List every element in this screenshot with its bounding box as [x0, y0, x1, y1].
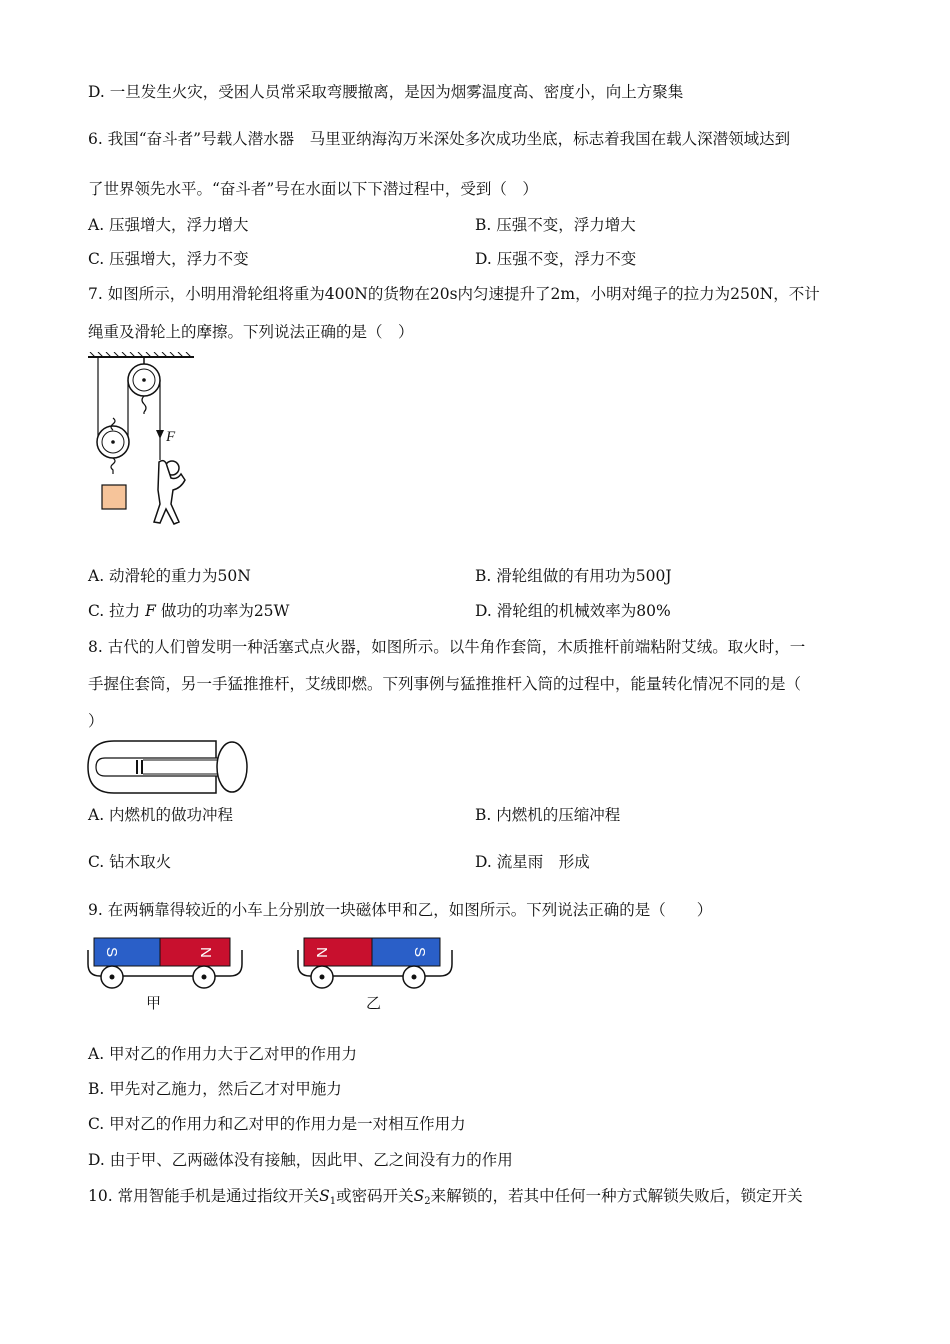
q8-option-a: A. 内燃机的做功冲程 — [88, 806, 234, 824]
q8-option-c: C. 钻木取火 — [88, 853, 172, 871]
q7-option-c: C. 拉力 F 做功的功率为25W — [88, 602, 290, 620]
q7-stem-line1: 7. 如图所示，小明用滑轮组将重为400N的货物在20s内匀速提升了2m，小明对绳子的拉力为250N，不计 — [88, 285, 820, 303]
q7-option-b: B. 滑轮组做的有用功为500J — [475, 567, 672, 585]
q6-option-b: B. 压强不变，浮力增大 — [475, 216, 636, 234]
q9-option-c: C. 甲对乙的作用力和乙对甲的作用力是一对相互作用力 — [88, 1115, 466, 1133]
cart-label-jia: 甲 — [146, 994, 162, 1012]
svg-text:N: N — [313, 947, 330, 958]
q8-option-b: B. 内燃机的压缩冲程 — [475, 806, 621, 824]
q9-stem: 9. 在两辆靠得较近的小车上分别放一块磁体甲和乙，如图所示。下列说法正确的是（ ） — [88, 901, 713, 919]
q8-stem-line3: ） — [88, 712, 104, 730]
cargo-box — [102, 485, 126, 509]
q6-stem-line2: 了世界领先水平。“奋斗者”号在水面以下下潜过程中，受到（ ） — [88, 180, 538, 198]
cart-yi — [298, 938, 452, 1012]
svg-text:S: S — [103, 947, 120, 958]
svg-text:N: N — [197, 947, 214, 958]
cart-label-yi: 乙 — [366, 994, 382, 1012]
q6-stem-line1: 6. 我国“奋斗者”号载人潜水器 马里亚纳海沟万米深处多次成功坐底，标志着我国在载人深潜领域达到 — [88, 130, 791, 148]
q6-option-a: A. 压强增大，浮力增大 — [88, 216, 249, 234]
q8-option-d: D. 流星雨 形成 — [475, 853, 590, 871]
q7-option-a: A. 动滑轮的重力为50N — [88, 567, 251, 585]
magnet-carts-figure — [86, 930, 466, 1015]
svg-text:S: S — [411, 947, 428, 958]
q9-option-d: D. 由于甲、乙两磁体没有接触，因此甲、乙之间没有力的作用 — [88, 1151, 513, 1169]
q8-stem-line1: 8. 古代的人们曾发明一种活塞式点火器，如图所示。以牛角作套筒，木质推杆前端粘附艾绒。取火时，一 — [88, 638, 806, 656]
fire-piston-figure — [86, 739, 251, 797]
magnet-jia-n — [160, 938, 230, 966]
cart-jia — [88, 938, 242, 1012]
pulley-figure — [86, 352, 201, 532]
q9-option-a: A. 甲对乙的作用力大于乙对甲的作用力 — [88, 1045, 358, 1063]
q10-stem-line1: 10. 常用智能手机是通过指纹开关$S_1$或密码开关$S_2$来解锁的，若其中任何一种方式解锁失败后，锁定开关 — [88, 1187, 803, 1207]
q7-stem-line2: 绳重及滑轮上的摩擦。下列说法正确的是（ ） — [88, 323, 414, 341]
q8-stem-line2: 手握住套筒，另一手猛推推杆，艾绒即燃。下列事例与猛推推杆入筒的过程中，能量转化情况不同的是（ — [88, 675, 802, 693]
q7-option-d: D. 滑轮组的机械效率为80% — [475, 602, 671, 620]
person-pulling-icon — [154, 461, 185, 524]
q5-option-d: D. 一旦发生火灾，受困人员常采取弯腰撤离，是因为烟雾温度高、密度小，向上方聚集 — [88, 83, 684, 101]
q6-option-c: C. 压强增大，浮力不变 — [88, 250, 249, 268]
force-label: F — [166, 429, 176, 445]
q6-option-d: D. 压强不变，浮力不变 — [475, 250, 637, 268]
magnet-yi-s — [372, 938, 440, 966]
q9-option-b: B. 甲先对乙施力，然后乙才对甲施力 — [88, 1080, 342, 1098]
